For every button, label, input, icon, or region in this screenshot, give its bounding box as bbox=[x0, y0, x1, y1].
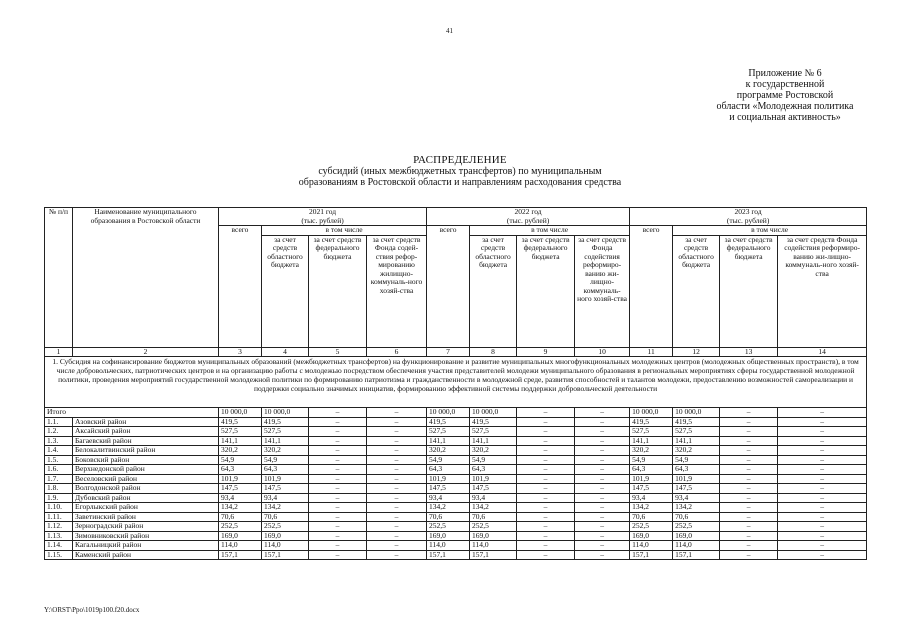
table-cell: – bbox=[517, 427, 575, 437]
table-cell: – bbox=[720, 484, 778, 494]
table-cell: – bbox=[367, 455, 427, 465]
header-num: № п/п bbox=[45, 208, 73, 348]
table-cell: 54,9 bbox=[262, 455, 309, 465]
table-cell: Багаевский район bbox=[73, 436, 219, 446]
table-row bbox=[45, 541, 867, 551]
table-cell: 169,0 bbox=[262, 531, 309, 541]
table-cell: 1.12. bbox=[45, 522, 73, 532]
table-cell: 1.7. bbox=[45, 474, 73, 484]
title-line: субсидий (иных межбюджетных трансфертов) по муниципальным bbox=[318, 166, 602, 177]
table-cell: – bbox=[778, 503, 867, 513]
table-cell: 54,9 bbox=[427, 455, 470, 465]
table-cell: Волгодонской район bbox=[73, 484, 219, 494]
table-cell: 527,5 bbox=[673, 427, 720, 437]
appendix-line: области «Молодежная политика bbox=[716, 101, 854, 112]
table-cell: 64,3 bbox=[219, 465, 262, 475]
title-line: образованиям в Ростовской области и направлениям расходования средства bbox=[298, 177, 622, 188]
table-cell: – bbox=[367, 531, 427, 541]
table-row bbox=[45, 522, 867, 532]
table-cell: – bbox=[517, 531, 575, 541]
title-main: РАСПРЕДЕЛЕНИЕ bbox=[413, 154, 507, 166]
table-cell: 320,2 bbox=[427, 446, 470, 456]
table-cell: – bbox=[778, 541, 867, 551]
table-cell: – bbox=[309, 484, 367, 494]
column-number-cell: 11 bbox=[630, 347, 673, 357]
table-cell: 527,5 bbox=[470, 427, 517, 437]
table-cell: – bbox=[367, 474, 427, 484]
table-cell: 1.4. bbox=[45, 446, 73, 456]
table-cell: 134,2 bbox=[673, 503, 720, 513]
table-cell: 141,1 bbox=[427, 436, 470, 446]
header-including: в том числе bbox=[262, 226, 427, 236]
table-cell: – bbox=[720, 408, 778, 418]
table-cell: – bbox=[309, 493, 367, 503]
table-cell: – bbox=[720, 455, 778, 465]
table-cell: 147,5 bbox=[673, 484, 720, 494]
table-row bbox=[45, 503, 867, 513]
appendix-block bbox=[690, 68, 880, 123]
table-cell: 527,5 bbox=[219, 427, 262, 437]
header-including: в том числе bbox=[470, 226, 630, 236]
header-year-2022 bbox=[427, 208, 630, 226]
table-cell: 419,5 bbox=[470, 417, 517, 427]
table-cell: 1.8. bbox=[45, 484, 73, 494]
table-cell: 101,9 bbox=[219, 474, 262, 484]
table-cell: – bbox=[778, 427, 867, 437]
table-cell: – bbox=[517, 474, 575, 484]
table-cell: 93,4 bbox=[673, 493, 720, 503]
table-cell: – bbox=[778, 531, 867, 541]
table-cell: 1.13. bbox=[45, 531, 73, 541]
table-cell: – bbox=[517, 550, 575, 560]
table-cell: 320,2 bbox=[219, 446, 262, 456]
table-cell: – bbox=[575, 427, 630, 437]
table-row bbox=[45, 455, 867, 465]
document-title bbox=[240, 155, 680, 188]
header-total: всего bbox=[219, 226, 262, 348]
table-cell: – bbox=[517, 541, 575, 551]
unit-label: (тыс. рублей) bbox=[726, 215, 770, 225]
table-cell: – bbox=[778, 512, 867, 522]
header-including: в том числе bbox=[673, 226, 867, 236]
table-cell: – bbox=[517, 503, 575, 513]
distribution-table bbox=[44, 207, 867, 560]
table-cell: – bbox=[575, 522, 630, 532]
table-cell: 10 000,0 bbox=[219, 408, 262, 418]
appendix-line: Приложение № 6 bbox=[748, 68, 822, 79]
table-cell: 157,1 bbox=[427, 550, 470, 560]
table-cell: – bbox=[720, 531, 778, 541]
table-cell: 54,9 bbox=[219, 455, 262, 465]
table-cell: 70,6 bbox=[470, 512, 517, 522]
table-cell: Заветинский район bbox=[73, 512, 219, 522]
table-cell: 157,1 bbox=[673, 550, 720, 560]
table-cell: 527,5 bbox=[262, 427, 309, 437]
table-cell: 70,6 bbox=[262, 512, 309, 522]
table-cell: 157,1 bbox=[630, 550, 673, 560]
table-cell: 93,4 bbox=[219, 493, 262, 503]
table-row bbox=[45, 484, 867, 494]
column-number-cell: 2 bbox=[73, 347, 219, 357]
table-cell: 1.15. bbox=[45, 550, 73, 560]
table-cell: – bbox=[309, 531, 367, 541]
column-number-cell: 14 bbox=[778, 347, 867, 357]
table-cell: – bbox=[575, 417, 630, 427]
table-cell: – bbox=[367, 484, 427, 494]
table-cell: – bbox=[517, 465, 575, 475]
table-cell: – bbox=[575, 493, 630, 503]
table-cell: 101,9 bbox=[470, 474, 517, 484]
table-cell: – bbox=[778, 484, 867, 494]
column-number-cell: 13 bbox=[720, 347, 778, 357]
table-row bbox=[45, 531, 867, 541]
table-cell: 419,5 bbox=[262, 417, 309, 427]
table-cell: 147,5 bbox=[262, 484, 309, 494]
table-cell: 10 000,0 bbox=[427, 408, 470, 418]
table-cell: – bbox=[517, 436, 575, 446]
header-regional: за счет средств областного бюджета bbox=[262, 235, 309, 347]
table-cell: – bbox=[517, 484, 575, 494]
table-cell: 157,1 bbox=[219, 550, 262, 560]
table-cell: 1.9. bbox=[45, 493, 73, 503]
table-cell: 114,0 bbox=[262, 541, 309, 551]
table-cell: Азовский район bbox=[73, 417, 219, 427]
table-cell: 320,2 bbox=[470, 446, 517, 456]
table-cell: 141,1 bbox=[673, 436, 720, 446]
table-cell: 419,5 bbox=[219, 417, 262, 427]
table-cell: 64,3 bbox=[427, 465, 470, 475]
table-row bbox=[45, 474, 867, 484]
table-cell: – bbox=[517, 446, 575, 456]
header-fund: за счет средств Фонда содей-ствия рефор-мированию жилищно-коммуналь-ного хозяй-ства bbox=[367, 235, 427, 347]
table-cell: – bbox=[367, 417, 427, 427]
table-cell: 114,0 bbox=[427, 541, 470, 551]
column-number-cell: 10 bbox=[575, 347, 630, 357]
column-number-row bbox=[45, 347, 867, 357]
table-cell: 252,5 bbox=[470, 522, 517, 532]
table-cell: – bbox=[367, 522, 427, 532]
table-cell: – bbox=[575, 484, 630, 494]
header-regional: за счет средств областного бюджета bbox=[470, 235, 517, 347]
table-cell: 134,2 bbox=[219, 503, 262, 513]
table-cell: – bbox=[720, 541, 778, 551]
table-cell: 141,1 bbox=[262, 436, 309, 446]
table-cell: 93,4 bbox=[262, 493, 309, 503]
table-row bbox=[45, 465, 867, 475]
table-cell: – bbox=[575, 455, 630, 465]
header-fund: за счет средств Фонда содействия реформиро-ванию жи-лищно-коммуналь-ного хозяй-ства bbox=[778, 235, 867, 347]
table-cell: 70,6 bbox=[427, 512, 470, 522]
table-cell: Аксайский район bbox=[73, 427, 219, 437]
table-cell: 114,0 bbox=[630, 541, 673, 551]
table-cell: Зимовниковский район bbox=[73, 531, 219, 541]
year-label: 2021 год bbox=[308, 207, 337, 216]
table-cell: 1.10. bbox=[45, 503, 73, 513]
table-cell: – bbox=[778, 522, 867, 532]
table-cell: – bbox=[367, 446, 427, 456]
table-cell: 157,1 bbox=[262, 550, 309, 560]
header-regional: за счет средств областного бюджета bbox=[673, 235, 720, 347]
table-row bbox=[45, 512, 867, 522]
table-cell: – bbox=[309, 465, 367, 475]
table-cell: – bbox=[720, 474, 778, 484]
table-cell: 10 000,0 bbox=[630, 408, 673, 418]
table-cell: 93,4 bbox=[630, 493, 673, 503]
table-cell: – bbox=[309, 408, 367, 418]
header-total: всего bbox=[630, 226, 673, 348]
table-cell: – bbox=[720, 427, 778, 437]
table-cell: – bbox=[575, 541, 630, 551]
table-cell: – bbox=[575, 474, 630, 484]
table-cell: Верхнедонской район bbox=[73, 465, 219, 475]
table-cell: 134,2 bbox=[427, 503, 470, 513]
table-cell: Дубовский район bbox=[73, 493, 219, 503]
table-cell: – bbox=[720, 446, 778, 456]
table-cell: – bbox=[309, 446, 367, 456]
table-cell: 169,0 bbox=[673, 531, 720, 541]
table-cell: – bbox=[720, 417, 778, 427]
header-federal: за счет средств федерального бюджета bbox=[720, 235, 778, 347]
footer-file-path: Y:\ORST\Ppo\1019p100.f20.docx bbox=[44, 606, 140, 614]
table-cell: 10 000,0 bbox=[673, 408, 720, 418]
page-number: 41 bbox=[446, 27, 453, 35]
table-cell: – bbox=[367, 541, 427, 551]
table-cell: 54,9 bbox=[673, 455, 720, 465]
table-cell: – bbox=[778, 446, 867, 456]
table-row bbox=[45, 417, 867, 427]
table-cell: – bbox=[367, 436, 427, 446]
table-cell: – bbox=[720, 512, 778, 522]
column-number-cell: 12 bbox=[673, 347, 720, 357]
table-cell: 527,5 bbox=[427, 427, 470, 437]
table-cell: – bbox=[367, 503, 427, 513]
table-cell: 114,0 bbox=[219, 541, 262, 551]
table-cell: 1.2. bbox=[45, 427, 73, 437]
appendix-line: программе Ростовской bbox=[736, 90, 834, 101]
table-cell: – bbox=[778, 493, 867, 503]
header-municipality: Наименование муниципального образования в Ростовской области bbox=[73, 208, 219, 348]
table-cell: – bbox=[517, 455, 575, 465]
table-cell: – bbox=[575, 550, 630, 560]
table-cell: 1.14. bbox=[45, 541, 73, 551]
table-cell: – bbox=[778, 550, 867, 560]
table-cell: – bbox=[575, 512, 630, 522]
table-cell: 252,5 bbox=[219, 522, 262, 532]
table-cell: – bbox=[517, 522, 575, 532]
header-federal: за счет средств федерального бюджета bbox=[517, 235, 575, 347]
table-cell: Кагальницкий район bbox=[73, 541, 219, 551]
table-row bbox=[45, 436, 867, 446]
column-number-cell: 5 bbox=[309, 347, 367, 357]
table-cell: 147,5 bbox=[427, 484, 470, 494]
header-federal: за счет средств федерального бюджета bbox=[309, 235, 367, 347]
table-cell: – bbox=[309, 512, 367, 522]
table-cell: 419,5 bbox=[630, 417, 673, 427]
table-cell: – bbox=[778, 474, 867, 484]
table-cell: 141,1 bbox=[219, 436, 262, 446]
table-cell: – bbox=[778, 436, 867, 446]
table-cell: 1.5. bbox=[45, 455, 73, 465]
table-cell: – bbox=[517, 408, 575, 418]
table-cell: 64,3 bbox=[630, 465, 673, 475]
table-cell: – bbox=[517, 493, 575, 503]
table-cell: 147,5 bbox=[219, 484, 262, 494]
column-number-cell: 9 bbox=[517, 347, 575, 357]
table-cell: Веселовский район bbox=[73, 474, 219, 484]
table-cell: – bbox=[720, 436, 778, 446]
table-cell: Зерноградский район bbox=[73, 522, 219, 532]
table-cell: – bbox=[309, 417, 367, 427]
table-cell: – bbox=[517, 417, 575, 427]
table-cell: 252,5 bbox=[673, 522, 720, 532]
table-cell: – bbox=[575, 436, 630, 446]
table-cell: – bbox=[720, 503, 778, 513]
header-year-2023 bbox=[630, 208, 867, 226]
table-cell: 10 000,0 bbox=[262, 408, 309, 418]
table-row bbox=[45, 446, 867, 456]
table-cell: 320,2 bbox=[262, 446, 309, 456]
table-cell: 141,1 bbox=[470, 436, 517, 446]
appendix-line: и социальная активность» bbox=[729, 112, 841, 123]
header-total: всего bbox=[427, 226, 470, 348]
table-row bbox=[45, 427, 867, 437]
table-cell: 419,5 bbox=[673, 417, 720, 427]
table-cell: 157,1 bbox=[470, 550, 517, 560]
table-cell: 141,1 bbox=[630, 436, 673, 446]
table-cell: – bbox=[575, 503, 630, 513]
column-number-cell: 7 bbox=[427, 347, 470, 357]
table-cell: 101,9 bbox=[673, 474, 720, 484]
table-cell: 147,5 bbox=[630, 484, 673, 494]
column-number-cell: 8 bbox=[470, 347, 517, 357]
unit-label: (тыс. рублей) bbox=[301, 215, 344, 225]
table-cell: – bbox=[367, 550, 427, 560]
header-year-2021 bbox=[219, 208, 427, 226]
table-cell: 93,4 bbox=[470, 493, 517, 503]
table-cell: 10 000,0 bbox=[470, 408, 517, 418]
table-cell: 70,6 bbox=[630, 512, 673, 522]
table-cell: – bbox=[720, 493, 778, 503]
table-cell: Каменский район bbox=[73, 550, 219, 560]
table-cell: – bbox=[309, 550, 367, 560]
column-number-cell: 3 bbox=[219, 347, 262, 357]
table-cell: 419,5 bbox=[427, 417, 470, 427]
table-cell: – bbox=[720, 522, 778, 532]
table-cell: 320,2 bbox=[630, 446, 673, 456]
section-1-text: 1. Субсидия на софинансирование бюджетов муниципальных образований (межбюджетных трансфертов) на функционирование и развитие муниципальных многофункциональных молодежных центров (молодежных общественных пространств), в том числе добровольческих, патриотических центров и на организацию работы с молодежью посредством обеспечения участия представителей молодежи муниципального образования в региональных мероприятиях сферы государственной молодежной политики, проведения мероприятий государственной молодежной политики по формированию патриотизма и гражданственности в молодежной среде, развития способностей и талантов молодежи, предоставлению возможностей самореализации и поддержки социально значимых инициатив, формированию эффективной системы поддержки добровольческой деятельности bbox=[45, 357, 867, 408]
table-cell: 93,4 bbox=[427, 493, 470, 503]
table-cell: 252,5 bbox=[262, 522, 309, 532]
table-cell: 114,0 bbox=[673, 541, 720, 551]
total-row bbox=[45, 408, 867, 418]
table-cell: – bbox=[575, 531, 630, 541]
table-cell: 252,5 bbox=[427, 522, 470, 532]
table-cell: – bbox=[367, 512, 427, 522]
section-row bbox=[45, 357, 867, 408]
table-cell: – bbox=[720, 465, 778, 475]
table-cell: 1.11. bbox=[45, 512, 73, 522]
table-cell: 70,6 bbox=[673, 512, 720, 522]
table-cell: 101,9 bbox=[427, 474, 470, 484]
table-cell: 64,3 bbox=[470, 465, 517, 475]
table-cell: 101,9 bbox=[262, 474, 309, 484]
table-cell: – bbox=[367, 493, 427, 503]
table-cell: – bbox=[517, 512, 575, 522]
table-cell: 147,5 bbox=[470, 484, 517, 494]
table-cell: – bbox=[778, 465, 867, 475]
table-cell: 252,5 bbox=[630, 522, 673, 532]
table-row bbox=[45, 550, 867, 560]
table-cell: – bbox=[778, 455, 867, 465]
table-cell: 101,9 bbox=[630, 474, 673, 484]
table-cell: – bbox=[778, 417, 867, 427]
table-cell: – bbox=[778, 408, 867, 418]
column-number-cell: 1 bbox=[45, 347, 73, 357]
table-cell: 134,2 bbox=[630, 503, 673, 513]
table-cell: – bbox=[309, 541, 367, 551]
table-cell: 114,0 bbox=[470, 541, 517, 551]
table-cell: 169,0 bbox=[470, 531, 517, 541]
table-cell: – bbox=[575, 446, 630, 456]
table-cell: – bbox=[309, 503, 367, 513]
table-cell: 169,0 bbox=[427, 531, 470, 541]
table-cell: – bbox=[575, 465, 630, 475]
table-cell: 169,0 bbox=[219, 531, 262, 541]
table-cell: Белокалитвинский район bbox=[73, 446, 219, 456]
table-cell: – bbox=[720, 550, 778, 560]
table-cell: 1.3. bbox=[45, 436, 73, 446]
table-cell: 134,2 bbox=[262, 503, 309, 513]
appendix-line: к государственной bbox=[745, 79, 825, 90]
table-cell: – bbox=[367, 427, 427, 437]
table-cell: 64,3 bbox=[673, 465, 720, 475]
table-cell: – bbox=[309, 474, 367, 484]
table-cell: – bbox=[309, 436, 367, 446]
table-cell: 54,9 bbox=[630, 455, 673, 465]
table-cell: Боковский район bbox=[73, 455, 219, 465]
table-cell: 527,5 bbox=[630, 427, 673, 437]
table-cell: 1.1. bbox=[45, 417, 73, 427]
table-cell: 70,6 bbox=[219, 512, 262, 522]
table-cell: 169,0 bbox=[630, 531, 673, 541]
table-cell: 320,2 bbox=[673, 446, 720, 456]
table-cell: Итого bbox=[45, 408, 219, 418]
year-label: 2023 год bbox=[734, 207, 762, 216]
table-cell: – bbox=[367, 408, 427, 418]
table-cell: 64,3 bbox=[262, 465, 309, 475]
table-cell: – bbox=[575, 408, 630, 418]
table-cell: 134,2 bbox=[470, 503, 517, 513]
table-cell: – bbox=[309, 522, 367, 532]
table-cell: – bbox=[367, 465, 427, 475]
table-row bbox=[45, 493, 867, 503]
column-number-cell: 6 bbox=[367, 347, 427, 357]
table-cell: Егорлыкский район bbox=[73, 503, 219, 513]
table-cell: 54,9 bbox=[470, 455, 517, 465]
year-label: 2022 год bbox=[514, 207, 542, 216]
table-cell: – bbox=[309, 455, 367, 465]
table-cell: 1.6. bbox=[45, 465, 73, 475]
header-fund: за счет средств Фонда содействия реформиро-ванию жи-лищно-коммуналь-ного хозяй-ства bbox=[575, 235, 630, 347]
unit-label: (тыс. рублей) bbox=[506, 215, 550, 225]
column-number-cell: 4 bbox=[262, 347, 309, 357]
table-cell: – bbox=[309, 427, 367, 437]
